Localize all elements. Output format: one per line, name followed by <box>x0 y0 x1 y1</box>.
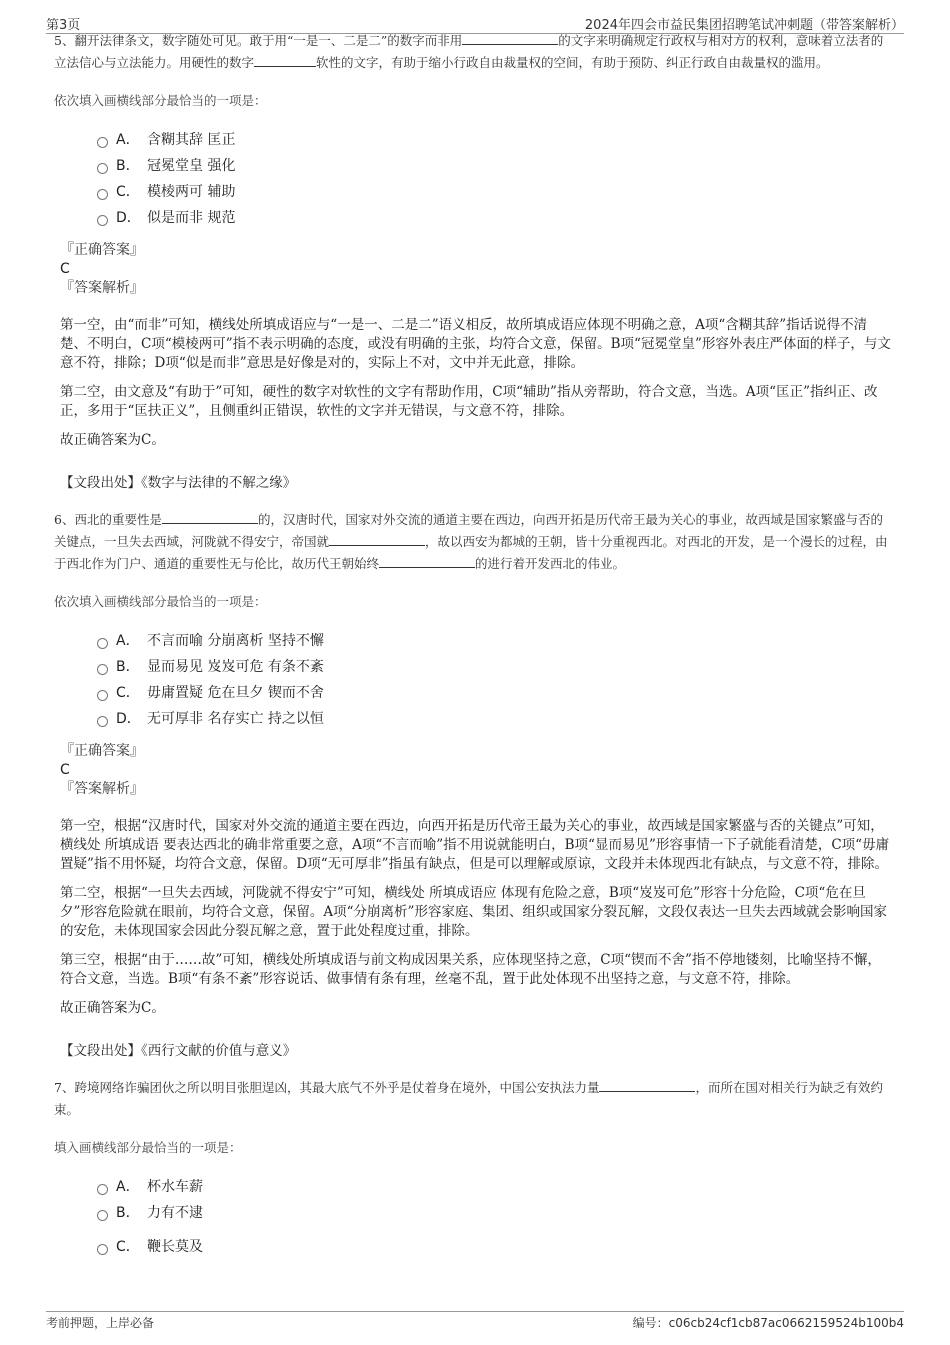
option-list <box>97 126 894 230</box>
radio-icon[interactable] <box>97 215 108 226</box>
option-list <box>97 1173 894 1259</box>
option-text: 冠冕堂皇 强化 <box>147 158 236 174</box>
question-text-part: 7、跨境网络诈骗团伙之所以明目张胆逞凶，其最大底气不外乎是仗着身在境外，中国公安执法力量 <box>54 1080 600 1095</box>
analysis-paragraph: 第一空，由“而非”可知，横线处所填成语应与“一是一、二是二”语义相反，故所填成语应体现不明确之意，A项“含糊其辞”指话说得不清楚、不明白，C项“模棱两可”指不表示明确的态度，或没有明确的主张，均符合文意，保留。B项“冠冕堂皇”形容外表庄严体面的样子，与文意不符，排除；D项“似是而非”意思是好像是对的，实际上不对，文中并无此意，排除。 <box>60 317 891 371</box>
option-text: 毋庸置疑 危在旦夕 锲而不舍 <box>147 685 324 701</box>
option-b[interactable] <box>97 1199 894 1225</box>
analysis-label: 『答案解析』 <box>60 280 144 296</box>
analysis-conclusion: 故正确答案为C。 <box>60 1000 165 1016</box>
option-letter: D． <box>116 210 141 226</box>
option-letter: C． <box>116 1239 140 1255</box>
question-text-part: ，故以西安为都城的王朝，皆十分重视西北。对西北的开发，是一个漫长的过程，由于西北作为门户、通道的重要性无与伦比，故历代王朝始终 <box>54 534 888 571</box>
option-letter: A． <box>116 633 140 649</box>
question-7 <box>54 1077 894 1259</box>
radio-icon[interactable] <box>97 189 108 200</box>
option-c[interactable] <box>97 178 894 204</box>
radio-icon[interactable] <box>97 163 108 174</box>
analysis-paragraph: 第二空，根据“一旦失去西域，河陇就不得安宁”可知，横线处 所填成语应 体现有危险之意，B项“岌岌可危”形容十分危险，C项“危在旦夕”形容危险就在眼前，均符合文意，保留。A项“分崩离析”形容家庭、集团、组织或国家分裂瓦解，文段仅表达一旦失去西域就会影响国家的安危，未体现国家会因此分裂瓦解之意，置于此处程度过重，排除。 <box>60 885 887 939</box>
answer-label: 『正确答案』 <box>60 743 144 759</box>
question-text-part: ，而所在国对相关行为缺乏有效约束。 <box>54 1080 883 1117</box>
option-text: 无可厚非 名存实亡 持之以恒 <box>147 711 324 727</box>
question-text-part: 的文字来明确规定行政权与相对方的权利，意味着立法者的立法信心与立法能力。用硬性的数字 <box>54 34 884 70</box>
radio-icon[interactable] <box>97 690 108 701</box>
radio-icon[interactable] <box>97 1184 108 1195</box>
option-letter: B． <box>116 659 140 675</box>
fill-blank <box>254 54 316 67</box>
document-code <box>633 1314 904 1331</box>
fill-blank <box>379 555 475 568</box>
option-text: 杯水车薪 <box>147 1179 203 1195</box>
option-letter: B． <box>116 158 140 174</box>
option-letter: D． <box>116 711 141 727</box>
radio-icon[interactable] <box>97 638 108 649</box>
option-d[interactable] <box>97 204 894 230</box>
option-text: 力有不逮 <box>147 1205 203 1221</box>
option-text: 鞭长莫及 <box>147 1239 203 1255</box>
analysis-conclusion: 故正确答案为C。 <box>60 432 165 448</box>
fill-blank <box>599 1079 695 1092</box>
footer-slogan: 考前押题，上岸必备 <box>46 1316 155 1330</box>
answer-label: 『正确答案』 <box>60 242 144 258</box>
option-text: 显而易见 岌岌可危 有条不紊 <box>147 659 324 675</box>
analysis-paragraph: 第二空，由文意及“有助于”可知，硬性的数字对软性的文字有帮助作用，C项“辅助”指从旁帮助，符合文意，当选。A项“匡正”指纠正、改正，多用于“匡扶正义”，且侧重纠正错误，软性的文字并无错误，与文意不符，排除。 <box>60 384 878 419</box>
question-text-part: 6、西北的重要性是 <box>54 512 162 527</box>
option-list <box>97 627 894 731</box>
option-letter: B． <box>116 1205 140 1221</box>
radio-icon[interactable] <box>97 664 108 675</box>
document-code-value: c06cb24cf1cb87ac0662159524b100b4 <box>668 1316 904 1330</box>
radio-icon[interactable] <box>97 716 108 727</box>
source-citation: 【文段出处】《数字与法律的不解之缘》 <box>60 475 297 491</box>
option-a[interactable] <box>97 126 894 152</box>
question-text <box>54 509 894 575</box>
option-text: 含糊其辞 匡正 <box>147 132 236 148</box>
option-letter: C． <box>116 685 140 701</box>
option-c[interactable] <box>97 1233 894 1259</box>
document-title: 2024年四会市益民集团招聘笔试冲刺题（带答案解析） <box>584 18 904 33</box>
fill-blank <box>162 511 258 524</box>
option-b[interactable] <box>97 653 894 679</box>
answer-value: C <box>60 261 70 277</box>
analysis-label: 『答案解析』 <box>60 781 144 797</box>
page-body <box>0 34 950 1306</box>
option-d[interactable] <box>97 705 894 731</box>
question-prompt: 依次填入画横线部分最恰当的一项是： <box>54 594 267 609</box>
option-letter: A． <box>116 132 140 148</box>
question-prompt: 填入画横线部分最恰当的一项是： <box>54 1140 242 1155</box>
question-text-part: 的进行着开发西北的伟业。 <box>475 556 626 571</box>
question-text-part: 的，汉唐时代，国家对外交流的通道主要在西边，向西开拓是历代帝王最为关心的事业，故西域是国家繁盛与否的关键点，一旦失去西域，河陇就不得安宁，帝国就 <box>54 512 883 549</box>
answer-value: C <box>60 762 70 778</box>
radio-icon[interactable] <box>97 1244 108 1255</box>
question-text-part: 软性的文字，有助于缩小行政自由裁量权的空间，有助于预防、纠正行政自由裁量权的滥用。 <box>316 55 829 70</box>
question-prompt: 依次填入画横线部分最恰当的一项是： <box>54 93 267 108</box>
option-b[interactable] <box>97 152 894 178</box>
question-6 <box>54 509 894 1059</box>
option-text: 不言而喻 分崩离析 坚持不懈 <box>147 633 324 649</box>
question-text <box>54 34 894 74</box>
question-5 <box>54 34 894 491</box>
document-code-label: 编号： <box>632 1316 669 1330</box>
option-text: 似是而非 规范 <box>147 210 236 226</box>
footer-divider <box>46 1311 904 1312</box>
fill-blank <box>329 533 425 546</box>
fill-blank <box>462 34 558 45</box>
radio-icon[interactable] <box>97 1210 108 1221</box>
option-a[interactable] <box>97 1173 894 1199</box>
question-text <box>54 1077 894 1121</box>
option-c[interactable] <box>97 679 894 705</box>
option-letter: C． <box>116 184 140 200</box>
option-a[interactable] <box>97 627 894 653</box>
page-number: 第3页 <box>46 18 81 33</box>
radio-icon[interactable] <box>97 137 108 148</box>
option-letter: A． <box>116 1179 140 1195</box>
option-text: 模棱两可 辅助 <box>147 184 236 200</box>
analysis-paragraph: 第三空，根据“由于……故”可知，横线处所填成语与前文构成因果关系，应体现坚持之意，C项“锲而不舍”指不停地镂刻，比喻坚持不懈，符合文意，当选。B项“有条不紊”形容说话、做事情有条有理，丝毫不乱，置于此处体现不出坚持之意，与文意不符，排除。 <box>60 952 881 987</box>
source-citation: 【文段出处】《西行文献的价值与意义》 <box>60 1043 297 1059</box>
question-text-part: 5、翻开法律条文，数字随处可见。敢于用“一是一、二是二”的数字而非用 <box>54 34 463 48</box>
analysis-paragraph: 第一空，根据“汉唐时代，国家对外交流的通道主要在西边，向西开拓是历代帝王最为关心的事业，故西域是国家繁盛与否的关键点”可知，横线处 所填成语 要表达西北的确非常重要之意，A项“不言而喻”指不用说就能明白，B项“显而易见”形容事情一下子就能看清楚，C项“毋庸置疑”指不用怀疑，均符合文意，保留。D项“无可厚非”指虽有缺点，但是可以理解或原谅，文段并未体现西北有缺点，与文意不符，排除。 <box>60 818 890 872</box>
